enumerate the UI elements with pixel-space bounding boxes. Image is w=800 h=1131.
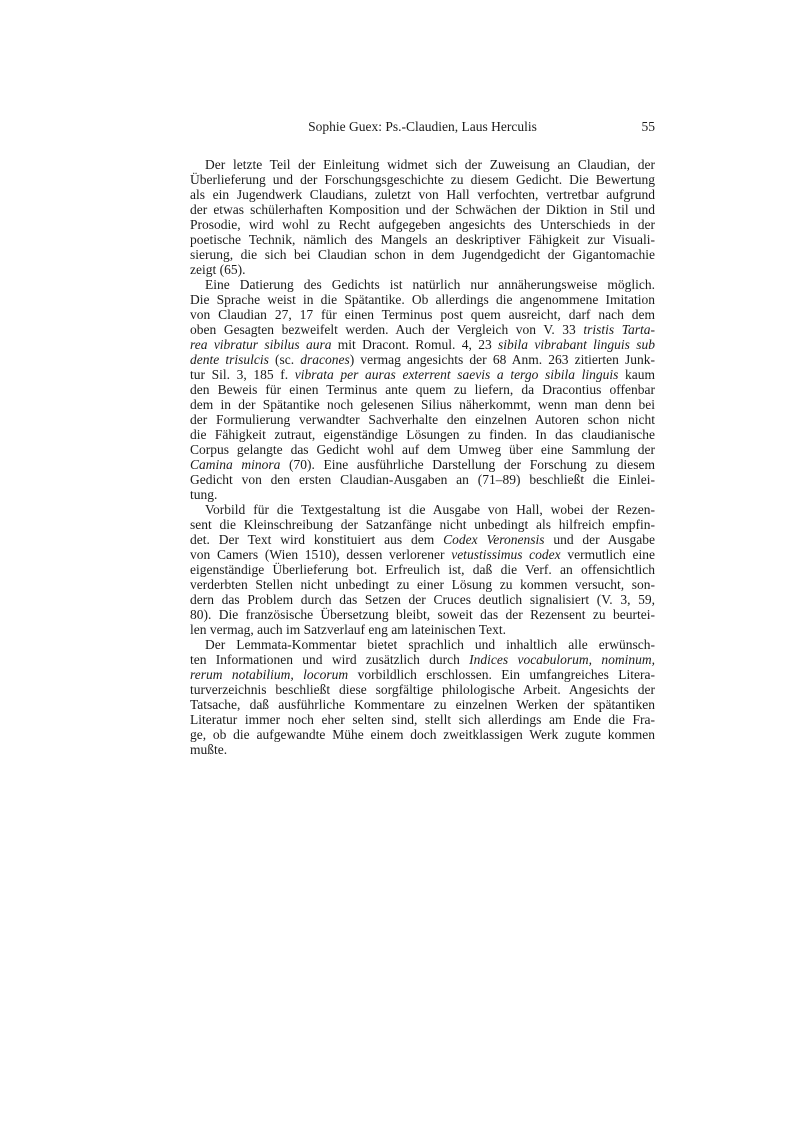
text: (70). Eine ausführliche Darstellung der Forschung zu diesem	[280, 457, 656, 472]
text: Der Lemmata-Kommentar bietet sprachlich und inhaltlich alle erwünsch-	[205, 637, 655, 652]
text: Eine Datierung des Gedichts ist natürlich nur annäherungsweise möglich.	[205, 277, 655, 292]
text: mußte.	[190, 742, 228, 757]
text-line	[190, 382, 655, 397]
text: turverzeichnis beschließt diese sorgfältige philologische Arbeit. Angesichts der	[190, 682, 655, 697]
text-line	[190, 622, 655, 637]
paragraph	[190, 157, 655, 277]
text: tur Sil. 3, 185 f.	[190, 367, 295, 382]
text-line	[190, 697, 655, 712]
text: sierung, die sich bei Claudian schon in dem Jugendgedicht der Gigantomachie	[190, 247, 655, 262]
text: ge, ob die aufgewandte Mühe einem doch zweitklassigen Werk zugute kommen	[190, 727, 655, 742]
text-line	[190, 547, 655, 562]
text-line	[190, 322, 655, 337]
text-line	[190, 742, 655, 757]
italic-text: vetustissimus codex	[451, 547, 561, 562]
text: ten Informationen und wird zusätzlich durch	[190, 652, 470, 667]
text: den Beweis für einen Terminus ante quem zu liefern, da Dracontius offenbar	[190, 382, 655, 397]
text-line	[190, 592, 655, 607]
text-line	[190, 727, 655, 742]
text-line	[190, 247, 655, 262]
text-line	[190, 532, 655, 547]
italic-text: rerum notabilium, locorum	[190, 667, 349, 682]
text-line	[190, 577, 655, 592]
italic-text: tristis Tarta-	[583, 322, 655, 337]
text-line	[190, 397, 655, 412]
text-line	[190, 457, 655, 472]
text: kaum	[618, 367, 655, 382]
text: die Fähigkeit zutraut, eigenständige Lösungen zu finden. In das claudianische	[190, 427, 655, 442]
text-line	[190, 427, 655, 442]
text: 80). Die französische Übersetzung bleibt, soweit das der Rezensent zu beurtei-	[190, 607, 655, 622]
text: von Claudian 27, 17 für einen Terminus post quem ausreicht, darf nach dem	[190, 307, 655, 322]
text-line	[190, 517, 655, 532]
text-line	[190, 277, 655, 292]
text: mit Dracont. Romul. 4, 23	[331, 337, 499, 352]
text: Überlieferung und der Forschungsgeschichte zu diesem Gedicht. Die Bewertung	[190, 172, 655, 187]
text: Tatsache, daß ausführliche Kommentare zu einzelnen Werken der spätantiken	[190, 697, 655, 712]
text-line	[190, 607, 655, 622]
text-line	[190, 562, 655, 577]
text: Literatur immer noch eher selten sind, stellt sich allerdings am Ende die Fra-	[190, 712, 655, 727]
text-line	[190, 712, 655, 727]
text: tung.	[190, 487, 218, 502]
italic-text: rea vibratur sibilus aura	[190, 337, 332, 352]
text: sent die Kleinschreibung der Satzanfänge nicht unbedingt als hilfreich empfin-	[190, 517, 655, 532]
italic-text: Camina minora	[190, 457, 281, 472]
italic-text: dente trisulcis	[190, 352, 269, 367]
text: vermutlich eine	[560, 547, 656, 562]
text: len vermag, auch im Satzverlauf eng am lateinischen Text.	[190, 622, 506, 637]
text: Prosodie, wird wohl zu Recht aufgegeben angesichts des Unterschieds in der	[190, 217, 655, 232]
text: und der Ausgabe	[544, 532, 656, 547]
running-header	[190, 119, 655, 135]
text-line	[190, 652, 655, 667]
paragraph	[190, 637, 655, 757]
text-line	[190, 682, 655, 697]
italic-text: dracones	[300, 352, 350, 367]
text: (sc.	[268, 352, 301, 367]
text-line	[190, 337, 655, 352]
text: ) vermag angesichts der 68 Anm. 263 zitierten Junk-	[349, 352, 655, 367]
text-line	[190, 292, 655, 307]
text-line	[190, 217, 655, 232]
body-text	[190, 157, 655, 757]
text: Gedicht von den ersten Claudian-Ausgaben an (71–89) beschließt die Einlei-	[190, 472, 655, 487]
text-line	[190, 667, 655, 682]
text-line	[190, 307, 655, 322]
text-line	[190, 472, 655, 487]
text: eigenständige Überlieferung bot. Erfreulich ist, daß die Verf. an offensichtlich	[190, 562, 655, 577]
text-line	[190, 637, 655, 652]
italic-text: vibrata per auras exterrent saevis a tergo sibila linguis	[294, 367, 619, 382]
text-line	[190, 502, 655, 517]
paragraph	[190, 502, 655, 637]
text-line	[190, 412, 655, 427]
text-line	[190, 352, 655, 367]
text: der etwas schülerhaften Komposition und der Schwächen der Diktion in Stil und	[190, 202, 655, 217]
text-line	[190, 442, 655, 457]
text: dern das Problem durch das Setzen der Cruces deutlich signalisiert (V. 3, 59,	[190, 592, 655, 607]
text: von Camers (Wien 1510), dessen verlorener	[190, 547, 452, 562]
text: Die Sprache weist in die Spätantike. Ob allerdings die angenommene Imitation	[190, 292, 655, 307]
text-line	[190, 232, 655, 247]
text-line	[190, 172, 655, 187]
italic-text: sibila vibrabant linguis sub	[498, 337, 656, 352]
italic-text: Indices vocabulorum, nominum,	[469, 652, 655, 667]
text: dem in der Spätantike noch gelesenen Silius näherkommt, wenn man denn bei	[190, 397, 655, 412]
text: Corpus gelangte das Gedicht wohl auf dem Umweg über eine Sammlung der	[190, 442, 655, 457]
text: zeigt (65).	[190, 262, 246, 277]
text-line	[190, 487, 655, 502]
page-number: 55	[641, 119, 655, 134]
text: poetische Technik, nämlich des Mangels an deskriptiver Fähigkeit zur Visuali-	[190, 232, 655, 247]
text: Vorbild für die Textgestaltung ist die Ausgabe von Hall, wobei der Rezen-	[205, 502, 655, 517]
text: verderbten Stellen nicht unbedingt zu einer Lösung zu kommen versucht, son-	[190, 577, 655, 592]
text-line	[190, 262, 655, 277]
running-title: Sophie Guex: Ps.-Claudien, Laus Herculis	[308, 119, 537, 134]
paragraph	[190, 277, 655, 502]
text-line	[190, 202, 655, 217]
text: Der letzte Teil der Einleitung widmet sich der Zuweisung an Claudian, der	[205, 157, 655, 172]
italic-text: Codex Veronensis	[443, 532, 545, 547]
text-line	[190, 367, 655, 382]
text: det. Der Text wird konstituiert aus dem	[190, 532, 444, 547]
text-line	[190, 157, 655, 172]
text: als ein Jugendwerk Claudians, zuletzt von Hall verfochten, vertretbar aufgrund	[190, 187, 655, 202]
text: vorbildlich erschlossen. Ein umfangreiches Litera-	[348, 667, 655, 682]
text: der Formulierung verwandter Sachverhalte den einzelnen Autoren schon nicht	[190, 412, 655, 427]
text: oben Gesagten bezweifelt werden. Auch der Vergleich von V. 33	[190, 322, 584, 337]
text-line	[190, 187, 655, 202]
